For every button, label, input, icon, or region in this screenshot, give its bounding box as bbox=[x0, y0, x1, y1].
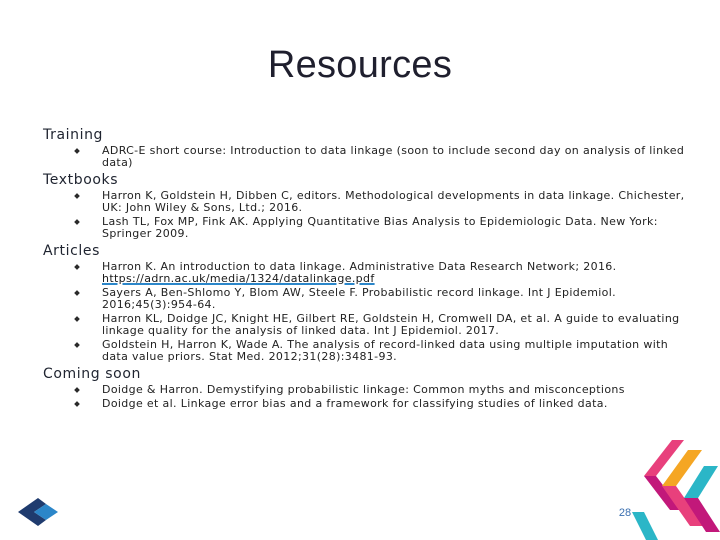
list-item: Sayers A, Ben-Shlomo Y, Blom AW, Steele F. Probabilistic record linkage. Int J Epidemiol. 2016;45(3):954-64. bbox=[75, 287, 693, 311]
section-heading: Textbooks bbox=[43, 172, 119, 188]
list-item: Goldstein H, Harron K, Wade A. The analysis of record-linked data using multiple imputation with data value priors. Stat Med. 2012;31(28):3481-93. bbox=[75, 339, 693, 363]
bullet-icon bbox=[74, 316, 80, 322]
section-textbooks bbox=[43, 172, 693, 240]
list-item: Harron K. An introduction to data linkage. Administrative Data Research Network; 2016. https://adrn.ac.uk/media/1324/datalinkage.pdf bbox=[75, 261, 693, 285]
section-heading: Articles bbox=[43, 243, 101, 259]
bullet-icon bbox=[74, 387, 80, 393]
bullet-icon bbox=[74, 148, 80, 154]
section-heading: Training bbox=[43, 127, 104, 143]
bullet-icon bbox=[74, 290, 80, 296]
bullet-icon bbox=[74, 193, 80, 199]
list-item: ADRC-E short course: Introduction to data linkage (soon to include second day on analysis of linked data) bbox=[75, 145, 693, 169]
article-link[interactable]: https://adrn.ac.uk/media/1324/datalinkage.pdf bbox=[102, 272, 375, 285]
bullet-icon bbox=[74, 401, 80, 407]
list-item: Lash TL, Fox MP, Fink AK. Applying Quantitative Bias Analysis to Epidemiologic Data. New York: Springer 2009. bbox=[75, 216, 693, 240]
logo-icon bbox=[16, 496, 60, 528]
decorative-chevrons-icon bbox=[618, 436, 720, 540]
list-item: Doidge et al. Linkage error bias and a framework for classifying studies of linked data. bbox=[75, 398, 693, 410]
list-item: Harron KL, Doidge JC, Knight HE, Gilbert RE, Goldstein H, Cromwell DA, et al. A guide to evaluating linkage quality for the analysis of linked data. Int J Epidemiol. 2017. bbox=[75, 313, 693, 337]
bullet-icon bbox=[74, 264, 80, 270]
page-number: 28 bbox=[618, 507, 632, 519]
list-item: Harron K, Goldstein H, Dibben C, editors. Methodological developments in data linkage. Chichester, UK: John Wiley & Sons, Ltd.; 2016. bbox=[75, 190, 693, 214]
section-training bbox=[43, 127, 693, 169]
resources-list bbox=[43, 127, 693, 413]
bullet-icon bbox=[74, 219, 80, 225]
section-coming-soon bbox=[43, 366, 693, 410]
slide-title: Resources bbox=[267, 44, 453, 86]
list-item: Doidge & Harron. Demystifying probabilistic linkage: Common myths and misconceptions bbox=[75, 384, 693, 396]
section-articles bbox=[43, 243, 693, 363]
section-heading: Coming soon bbox=[43, 366, 141, 382]
bullet-icon bbox=[74, 342, 80, 348]
